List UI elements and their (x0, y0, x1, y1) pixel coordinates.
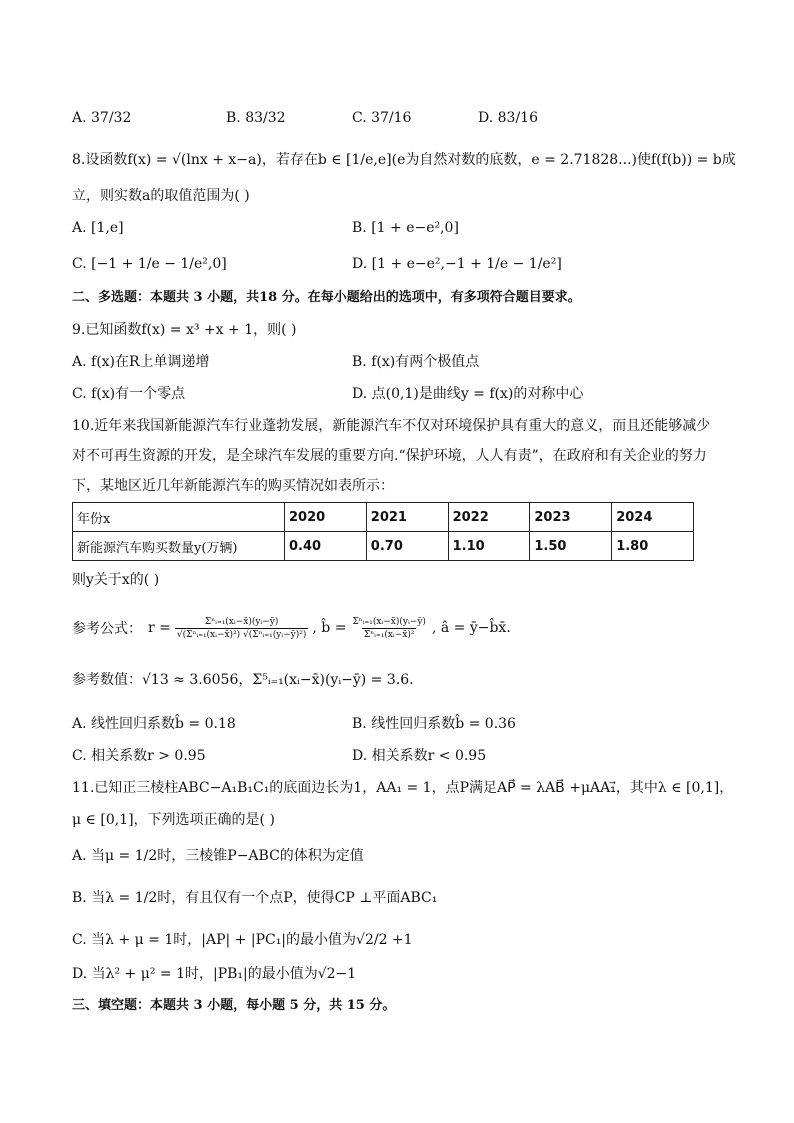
q8-stem-line1: 8.设函数f(x) = √(lnx + x−a)，若存在b ∈ [1/e,e](e为自然对数的底数，e = 2.71828...)使f(f(b)) = b成 (72, 152, 736, 168)
purchase-table (72, 502, 694, 561)
table-row (73, 532, 694, 561)
table-row (73, 503, 694, 532)
reference-values: 参考数值：√13 ≈ 3.6056，Σ⁵ᵢ₌₁(xᵢ−x̄)(yᵢ−ȳ) = 3.6. (72, 672, 414, 688)
formula-b-lhs: , b̂ = (312, 620, 347, 636)
section-title-fill-in: 三、填空题：本题共 3 小题，每小题 5 分，共 15 分。 (72, 998, 396, 1013)
section-title-multiple-choice: 二、多选题：本题共 3 小题，共18 分。在每小题给出的选项中，有多项符合题目要求。 (72, 290, 581, 305)
table-cell: 2023 (530, 503, 612, 532)
q10-option-b: B. 线性回归系数b̂ = 0.36 (352, 716, 516, 732)
table-cell: 2024 (612, 503, 694, 532)
formula-a: , â = ȳ−b̂x̄. (431, 620, 511, 636)
table-cell: 2020 (285, 503, 367, 532)
q8-option-d: D. [1 + e−e²,−1 + 1/e − 1/e²] (352, 256, 562, 272)
q10-option-a: A. 线性回归系数b̂ = 0.18 (72, 716, 236, 732)
formula-label: 参考公式： (72, 621, 142, 637)
q10-relation: 则y关于x的( ) (72, 572, 160, 588)
formula-r-fraction (175, 617, 309, 640)
table-cell: 0.40 (285, 532, 367, 561)
q8-option-a: A. [1,e] (72, 220, 124, 236)
formula-r-lhs: r = (148, 620, 171, 636)
formula-b-numerator: Σⁿᵢ₌₁(xᵢ−x̄)(yᵢ−ȳ) (352, 616, 426, 627)
q11-stem-line1: 11.已知正三棱柱ABC−A₁B₁C₁的底面边长为1，AA₁ = 1，点P满足AP⃗ = λAB⃗ +μAA₁⃗，其中λ ∈ [0,1]， (72, 780, 734, 796)
q11-option-b: B. 当λ = 1/2时，有且仅有一个点P，使得CP ⊥平面ABC₁ (72, 890, 438, 906)
table-header-year: 年份x (73, 503, 285, 532)
option-c: C. 37/16 (352, 110, 412, 126)
q9-option-a: A. f(x)在R上单调递增 (72, 354, 210, 370)
q9-stem: 9.已知函数f(x) = x³ +x + 1，则( ) (72, 322, 297, 338)
table-cell: 1.80 (612, 532, 694, 561)
table-cell: 2021 (366, 503, 448, 532)
formula-b-denominator: Σⁿᵢ₌₁(xᵢ−x̄)² (363, 629, 415, 640)
q11-option-c: C. 当λ + μ = 1时，|AP| + |PC₁|的最小值为√2/2 +1 (72, 932, 413, 948)
q10-stem-line1: 10.近年来我国新能源汽车行业蓬勃发展，新能源汽车不仅对环境保护具有重大的意义，而且还能够减少 (72, 418, 711, 434)
q8-option-c: C. [−1 + 1/e − 1/e²,0] (72, 256, 227, 272)
option-d: D. 83/16 (478, 110, 538, 126)
q10-stem-line3: 下，某地区近几年新能源汽车的购买情况如表所示： (72, 478, 394, 494)
formula-r-numerator: Σⁿᵢ₌₁(xᵢ−x̄)(yᵢ−ȳ) (204, 616, 279, 627)
table-cell: 1.50 (530, 532, 612, 561)
table-cell: 1.10 (448, 532, 530, 561)
q11-option-d: D. 当λ² + μ² = 1时，|PB₁|的最小值为√2−1 (72, 966, 357, 982)
q10-option-c: C. 相关系数r > 0.95 (72, 748, 206, 764)
reference-formula (72, 600, 511, 656)
q11-option-a: A. 当μ = 1/2时，三棱锥P−ABC的体积为定值 (72, 848, 364, 864)
option-a: A. 37/32 (72, 110, 132, 126)
q9-option-d: D. 点(0,1)是曲线y = f(x)的对称中心 (352, 386, 584, 402)
table-cell: 0.70 (366, 532, 448, 561)
q8-option-b: B. [1 + e−e²,0] (352, 220, 459, 236)
q9-option-b: B. f(x)有两个极值点 (352, 354, 480, 370)
option-b: B. 83/32 (226, 110, 286, 126)
formula-r-denominator: √(Σⁿᵢ₌₁(xᵢ−x̄)²) √(Σⁿᵢ₌₁(yᵢ−ȳ)²) (176, 629, 307, 640)
formula-b-fraction (350, 617, 428, 640)
q11-stem-line2: μ ∈ [0,1]，下列选项正确的是( ) (72, 812, 275, 828)
q8-stem-line2: 立，则实数a的取值范围为( ) (72, 188, 250, 204)
q10-stem-line2: 对不可再生资源的开发，是全球汽车发展的重要方向.“保护环境，人人有责”，在政府和有关企业的努力 (72, 448, 707, 464)
q10-option-d: D. 相关系数r < 0.95 (352, 748, 487, 764)
table-header-quantity: 新能源汽车购买数量y(万辆) (73, 532, 285, 561)
table-cell: 2022 (448, 503, 530, 532)
q9-option-c: C. f(x)有一个零点 (72, 386, 186, 402)
